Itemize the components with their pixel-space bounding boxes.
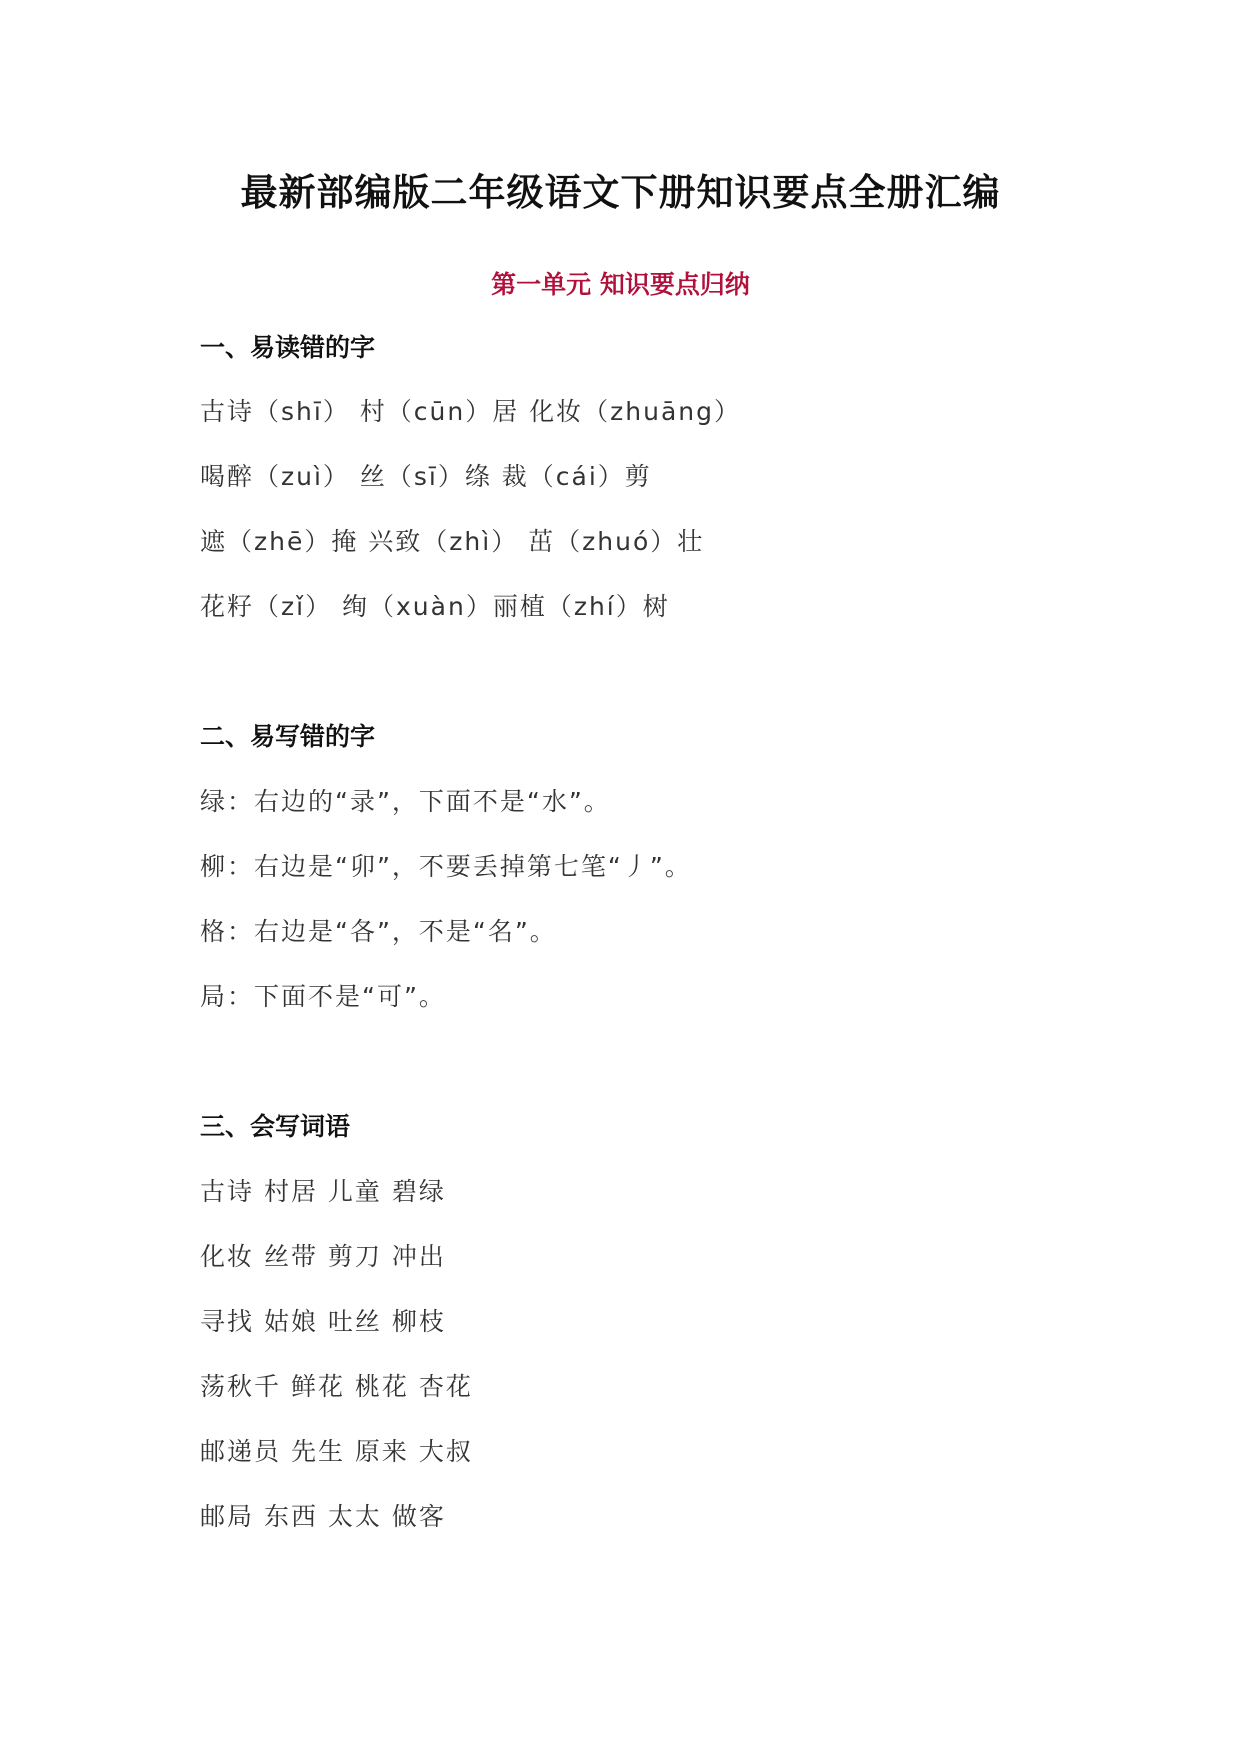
- section-heading-vocabulary: 三、会写词语: [200, 1112, 351, 1141]
- list-item: 邮递员 先生 原来 大叔: [200, 1437, 473, 1466]
- section-heading-easy-miswrite: 二、易写错的字: [200, 722, 376, 751]
- list-item: 格：右边是“各”，不是“名”。: [200, 917, 557, 946]
- list-item: 喝醉（zuì） 丝（sī）绦 裁（cái）剪: [200, 462, 652, 491]
- list-item: 局：下面不是“可”。: [200, 982, 446, 1011]
- list-item: 寻找 姑娘 吐丝 柳枝: [200, 1307, 446, 1336]
- section-heading-easy-misread: 一、易读错的字: [200, 333, 376, 362]
- list-item: 柳：右边是“卯”，不要丢掉第七笔“丿”。: [200, 852, 692, 881]
- list-item: 遮（zhē）掩 兴致（zhì） 茁（zhuó）壮: [200, 527, 705, 556]
- list-item: 古诗 村居 儿童 碧绿: [200, 1177, 446, 1206]
- list-item: 邮局 东西 太太 做客: [200, 1502, 446, 1531]
- unit-title: 第一单元 知识要点归纳: [491, 270, 750, 299]
- list-item: 荡秋千 鲜花 桃花 杏花: [200, 1372, 473, 1401]
- list-item: 化妆 丝带 剪刀 冲出: [200, 1242, 446, 1271]
- document-title: 最新部编版二年级语文下册知识要点全册汇编: [240, 171, 1001, 214]
- list-item: 古诗（shī） 村（cūn）居 化妆（zhuāng）: [200, 397, 741, 426]
- list-item: 花籽（zǐ） 绚（xuàn）丽植（zhí）树: [200, 592, 670, 621]
- list-item: 绿：右边的“录”，下面不是“水”。: [200, 787, 611, 816]
